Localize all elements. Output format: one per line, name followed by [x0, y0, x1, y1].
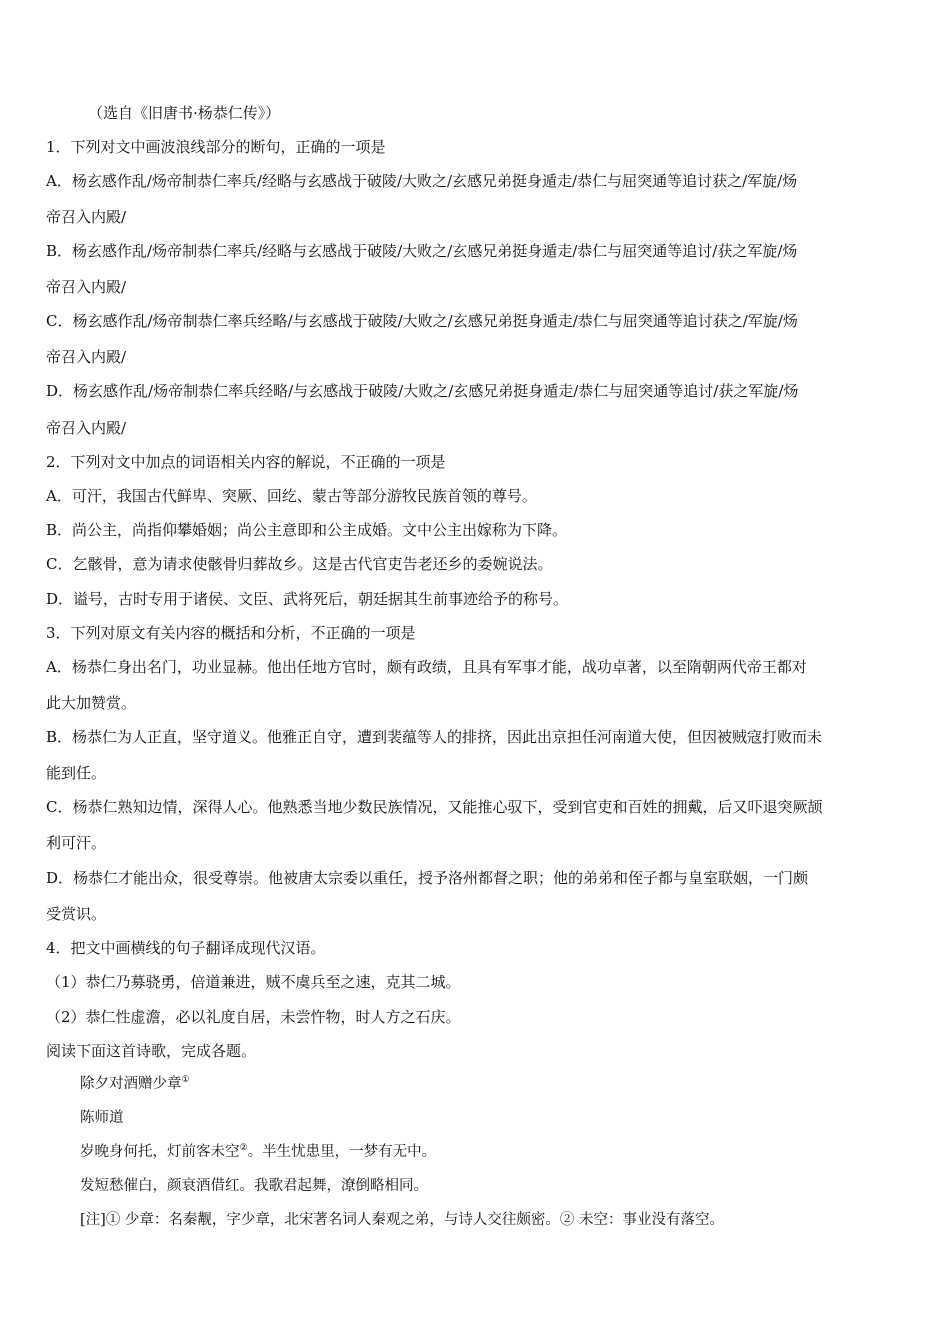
q3-option-d-line1: D．杨恭仁才能出众，很受尊崇。他被唐太宗委以重任，授予洛州都督之职；他的弟弟和侄子都与皇室联姻，一门颇 — [46, 869, 809, 887]
q1-option-d-line1: D．杨玄感作乱/炀帝制恭仁率兵经略/与玄感战于破陵/大败之/玄感兄弟挺身遁走/恭仁与屈突通等追讨/获之军旋/炀 — [46, 382, 799, 400]
q1-option-a-line1: A．杨玄感作乱/炀帝制恭仁率兵/经略与玄感战于破陵/大败之/玄感兄弟挺身遁走/恭仁与屈突通等追讨获之/军旋/炀 — [46, 172, 798, 190]
poem-annotation: [注]① 少章：名秦觏，字少章，北宋著名词人秦观之弟，与诗人交往颇密。② 未空：事业没有落空。 — [80, 1212, 725, 1228]
q1-option-c-line2: 帝召入内殿/ — [46, 348, 127, 366]
q3-option-b-line1: B．杨恭仁为人正直，坚守道义。他雅正自守，遭到裴蕴等人的排挤，因此出京担任河南道大使，但因被贼寇打败而未 — [46, 728, 823, 746]
poem-intro: 阅读下面这首诗歌，完成各题。 — [46, 1042, 257, 1060]
poem-author: 陈师道 — [80, 1110, 124, 1126]
question-1-stem: 1．下列对文中画波浪线部分的断句，正确的一项是 — [46, 138, 386, 156]
q4-item-2: （2）恭仁性虚澹，必以礼度自居，未尝忤物，时人方之石庆。 — [46, 1008, 461, 1026]
poem-line-2: 发短愁催白，颜衰酒借红。我歌君起舞，潦倒略相同。 — [80, 1178, 428, 1194]
q1-option-d-line2: 帝召入内殿/ — [46, 419, 127, 437]
q3-option-a-line1: A．杨恭仁身出名门，功业显赫。他出任地方官时，颇有政绩，且具有军事才能，战功卓著，以至隋朝两代帝王都对 — [46, 658, 807, 676]
q4-item-1: （1）恭仁乃募骁勇，倍道兼进，贼不虞兵至之速，克其二城。 — [46, 973, 461, 991]
poem-line-1 — [80, 1142, 910, 1162]
source-citation: （选自《旧唐书·杨恭仁传》） — [88, 104, 281, 122]
poem-title — [80, 1074, 910, 1094]
q1-option-b-line1: B．杨玄感作乱/炀帝制恭仁率兵/经略与玄感战于破陵/大败之/玄感兄弟挺身遁走/恭仁与屈突通等追讨/获之军旋/炀 — [46, 242, 798, 260]
q1-option-b-line2: 帝召入内殿/ — [46, 278, 127, 296]
q3-option-c-line2: 利可汗。 — [46, 834, 107, 852]
q2-option-d: D．谥号，古时专用于诸侯、文臣、武将死后，朝廷据其生前事迹给予的称号。 — [46, 590, 569, 608]
q1-option-c-line1: C．杨玄感作乱/炀帝制恭仁率兵经略/与玄感战于破陵/大败之/玄感兄弟挺身遁走/恭仁与屈突通等追讨获之/军旋/炀 — [46, 312, 798, 330]
question-4-stem: 4．把文中画横线的句子翻译成现代汉语。 — [46, 939, 326, 957]
question-2-stem: 2．下列对文中加点的词语相关内容的解说，不正确的一项是 — [46, 453, 446, 471]
poem-line-1-note-mark: ② — [239, 1143, 248, 1154]
q3-option-d-line2: 受赏识。 — [46, 905, 107, 923]
poem-title-text: 除夕对酒赠少章 — [80, 1076, 182, 1092]
poem-line-1-part-b: 。半生忧患里，一梦有无中。 — [247, 1144, 437, 1160]
q1-option-a-line2: 帝召入内殿/ — [46, 208, 127, 226]
q3-option-b-line2: 能到任。 — [46, 764, 107, 782]
q2-option-a: A．可汗，我国古代鲜卑、突厥、回纥、蒙古等部分游牧民族首领的尊号。 — [46, 487, 537, 505]
q2-option-b: B．尚公主，尚指仰攀婚姻；尚公主意即和公主成婚。文中公主出嫁称为下降。 — [46, 521, 568, 539]
poem-title-note-mark: ① — [181, 1075, 190, 1086]
poem-line-1-part-a: 岁晚身何托，灯前客未空 — [80, 1144, 240, 1160]
question-3-stem: 3．下列对原文有关内容的概括和分析，不正确的一项是 — [46, 624, 416, 642]
q2-option-c: C．乞骸骨，意为请求使骸骨归葬故乡。这是古代官吏告老还乡的委婉说法。 — [46, 555, 553, 573]
q3-option-c-line1: C．杨恭仁熟知边情，深得人心。他熟悉当地少数民族情况，又能推心驭下，受到官吏和百姓的拥戴，后又吓退突厥颉 — [46, 798, 823, 816]
q3-option-a-line2: 此大加赞赏。 — [46, 694, 137, 712]
